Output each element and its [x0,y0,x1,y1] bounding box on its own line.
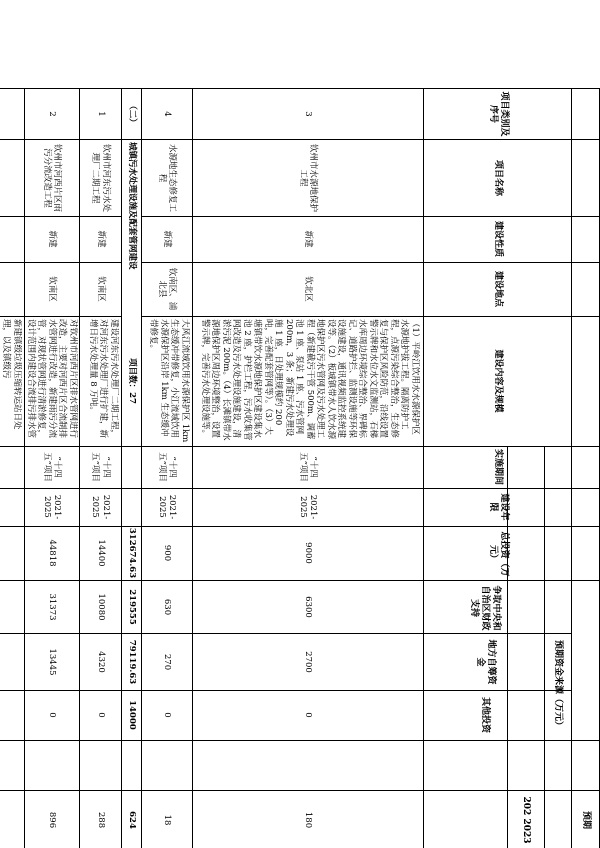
row-number: 4 [162,111,173,117]
row-period: “十四五”项目 [298,452,319,482]
row-number: 3 [303,111,314,117]
row-total: 900 [162,544,173,562]
row-content: 对钦州市河西片区排水管网进行改造，主要对河西片区合流制排水管网进行改造，新建雨污分流管，对现状管网进行清淤修复，设计范围内建设合流排污排水管 [26,319,78,439]
row-nature: 新建 [162,230,173,248]
row-expected: 180 [303,811,314,829]
row-total: 44818 [47,539,58,567]
row-years: 2021-2025 [42,494,63,520]
row-project-name: 钦州市水源地保护工程 [298,143,319,212]
row-central: 6300 [303,596,314,618]
row-period: “十四五”项目 [157,452,178,482]
row-expected: 18 [162,814,173,826]
header-expected-funding: 预期资金来源（万元） [553,639,564,730]
header-year-partial: 202 2023 [521,796,532,844]
row-content: 建设河东污水处理厂二期工程，对河东污水处理厂进行扩建，新增日污水处理量 8 万吨。 [88,319,119,439]
row-location: 钦南区、浦北县 [157,267,178,311]
row-total: 9000 [303,542,314,564]
header-project-category-no: 项目类别及序号 [488,91,509,137]
row-years: 2021-2025 [298,494,319,520]
header-construction-years: 建设年限 [488,493,509,521]
row-nature: 新建 [303,230,314,248]
row-central: 31373 [47,593,58,621]
header-local-fund: 地方自筹资金 [475,639,496,685]
row-content: （1）平岭江饮用水水源保护区水源地护拔工程。隔离防护工程，点源污染综合整治，生态修复与保护区风险防范，沿线设置警示牌和水位水文监测站，石梯水库周边环境综合整治、界碑标记、道路护拦、监测设施等环保设施建设，通讯视频监控系统建设等。（2）板城镇带水人饮水源地保护区污水管网及污水处理工程（新建截污干管 500m、调蓄池 1 座、泵站 1 座、污水管网200m，3 条；新建污水处理设施 1 座，日处理规模约 200 吨，完善配套管网等）。（3）大塘镇带饮水源地保护区建设集水池 2 座，护栏工程，污水收集管网改造及污水处理设施建设，清淤污泥 200m。（4）长滩镇带水源地保护区周边环境整治，设置警示牌，完善污水处理设施等。 [200,319,420,441]
row-nature: 新建 [95,230,106,248]
row-period: “十四五”项目 [42,452,63,482]
row-total: 14400 [95,539,106,567]
header-other-investment: 其他投资 [480,696,491,733]
row-location: 钦南区 [47,276,58,302]
row-central: 10080 [95,593,106,621]
section-title: 城镇污水处理设施及配套管网建设 [127,142,138,270]
row-number: 1 [95,111,106,117]
row-project-name: 水源地生态修复工程 [157,143,178,212]
header-central-fund: 争取中央和自治区财政支持 [469,585,502,631]
header-expected-partial: 预期 [581,810,592,829]
row-location: 钦南区 [95,276,106,302]
row-other: 0 [95,712,106,718]
row-local: 2700 [303,651,314,673]
header-project-name: 项目名称 [493,159,504,196]
header-total-investment: 总投资（万元） [488,531,509,577]
row-expected: 896 [47,811,58,829]
row-number: 2 [47,111,58,117]
section-total: 312674.63 [127,527,138,579]
header-construction-location: 建设地点 [493,270,504,307]
section-count: 项目数：27 [127,358,138,404]
row-location: 钦北区 [303,276,314,302]
section-central: 219555 [127,589,138,625]
row-local: 4320 [95,651,106,673]
row-period: “十四五”项目 [90,452,111,482]
header-content-scale: 建设内容及规模 [493,349,504,413]
section-other: 14000 [127,700,138,730]
row-local: 270 [162,653,173,671]
row-project-name: 钦州市河西片区雨污分流改造工程 [42,143,63,212]
row-other: 0 [162,712,173,718]
section-local: 79119.63 [127,639,138,685]
row-years: 2021-2025 [157,494,178,520]
section-expected: 624 [127,811,138,829]
row-central: 630 [162,598,173,616]
row-nature: 新建 [47,230,58,248]
row-other: 0 [47,712,58,718]
header-implementation-period: 实施期间 [493,448,504,485]
row-years: 2021-2025 [90,494,111,520]
row-expected: 288 [95,811,106,829]
section-number: （二） [127,101,138,127]
row-project-name: 钦州市河东污水处理厂二期工程 [90,143,111,212]
row-content: 大风江流域饮用水源保护区 1km 生态缓冲带修复，小江流域饮用水源保护区沿岸 1km 生态缓冲带修复。 [148,319,190,443]
row-local: 13445 [47,648,58,676]
header-construction-nature: 建设性质 [493,220,504,257]
row-content-partial: 新建镇级垃圾压缩转运站日处理，以及镇级污 [2,319,22,430]
row-other: 0 [303,712,314,718]
